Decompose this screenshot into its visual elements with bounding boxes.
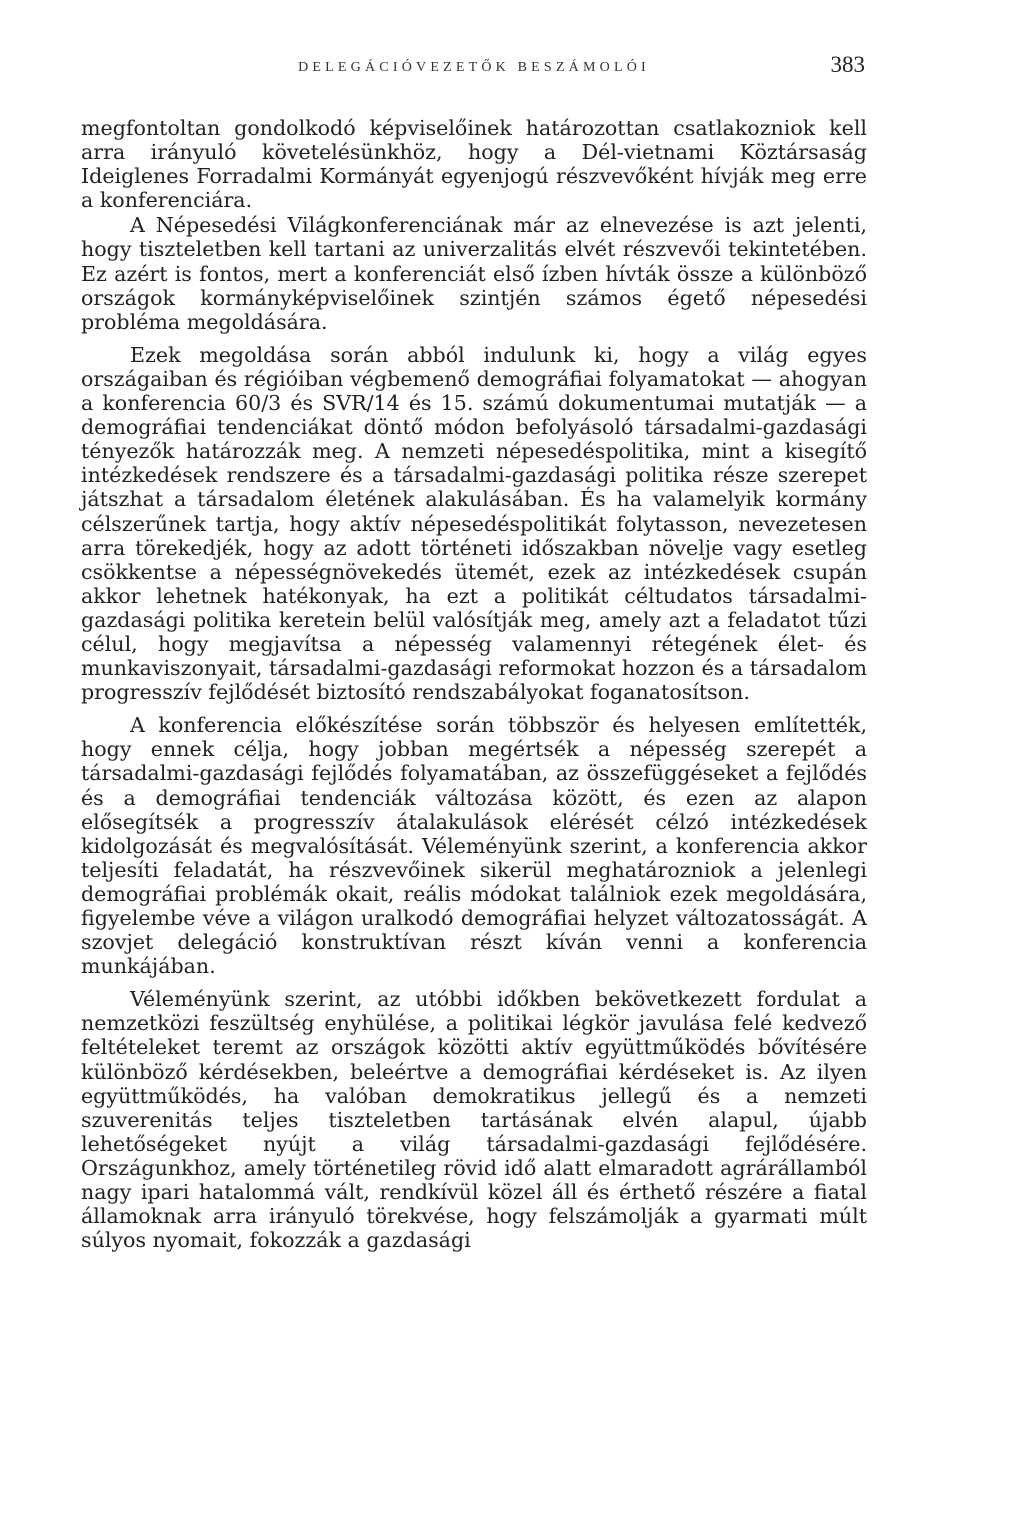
body-text bbox=[81, 116, 867, 1253]
page-number: 383 bbox=[830, 52, 865, 77]
paragraph-2: A Népesedési Világkonferenciának már az elnevezése is azt jelenti, hogy tiszteletben kell tartani az univerzalitás elvét részvevői tekintetében. Ez azért is fontos, mert a konferenciát első ízben hívták össze a különböző országok kormányképviselőinek szintjén számos égető népesedési probléma megoldására. bbox=[81, 213, 867, 334]
paragraph-1: megfontoltan gondolkodó képviselőinek határozottan csatlakozniok kell arra irányuló követelésünkhöz, hogy a Dél-vietnami Köztársaság Ideiglenes Forradalmi Kormányát egyenjogú részvevőként hívják meg erre a konferenciára. bbox=[81, 116, 867, 213]
running-header-title: DELEGÁCIÓVEZETŐK BESZÁMOLÓI bbox=[298, 60, 650, 75]
paragraph-3: Ezek megoldása során abból indulunk ki, hogy a világ egyes országaiban és régióiban végbemenő demográfiai folyamatokat — ahogyan a konferencia 60/3 és SVR/14 és 15. számú dokumentumai mutatják — a demográfiai tendenciákat döntő módon befolyásoló társadalmi-gazdasági tényezők határozzák meg. A nemzeti népesedéspolitika, mint a kisegítő intézkedések rendszere és a társadalmi-gazdasági politika része szerepet játszhat a társadalom életének alakulásában. És ha valamelyik kormány célszerűnek tartja, hogy aktív népesedéspolitikát folytasson, nevezetesen arra törekedjék, hogy az adott történeti időszakban növelje vagy esetleg csökkentse a népességnövekedés ütemét, ezek az intézkedések csupán akkor lehetnek hatékonyak, ha ezt a politikát céltudatos társadalmi-gazdasági politika keretein belül valósítják meg, amely azt a feladatot tűzi célul, hogy megjavítsa a népesség valamennyi rétegének élet- és munkaviszonyait, társadalmi-gazdasági reformokat hozzon és a társadalom progresszív fejlődését biztosító rendszabályokat foganatosítson. bbox=[81, 342, 867, 705]
book-page bbox=[81, 48, 867, 1488]
running-header bbox=[81, 48, 867, 88]
paragraph-4: A konferencia előkészítése során többször és helyesen említették, hogy ennek célja, hogy jobban megértsék a népesség szerepét a társadalmi-gazdasági fejlődés folyamatában, az összefüggéseket a fejlődés és a demográfiai tendenciák változása között, és ezen az alapon elősegítsék a progresszív átalakulások elérését célzó intézkedések kidolgozását és megvalósítását. Véleményünk szerint, a konferencia akkor teljesíti feladatát, ha részvevőinek sikerül meghatározniok a jelenlegi demográfiai problémák okait, reális módokat találniok ezek megoldására, figyelembe véve a világon uralkodó demográfiai helyzet változatosságát. A szovjet delegáció konstruktívan részt kíván venni a konferencia munkájában. bbox=[81, 713, 867, 979]
paragraph-5: Véleményünk szerint, az utóbbi időkben bekövetkezett fordulat a nemzetközi feszültség enyhülése, a politikai légkör javulása felé kedvező feltételeket teremt az országok közötti aktív együttműködés bővítésére különböző kérdésekben, beleértve a demográfiai kérdéseket is. Az ilyen együttműködés, ha valóban demokratikus jellegű és a nemzeti szuverenitás teljes tiszteletben tartásának elvén alapul, újabb lehetőségeket nyújt a világ társadalmi-gazdasági fejlődésére. Országunkhoz, amely történetileg rövid idő alatt elmaradott agrárállamból nagy ipari hatalommá vált, rendkívül közel áll és érthető részére a fiatal államoknak arra irányuló törekvése, hogy felszámolják a gyarmati múlt súlyos nyomait, fokozzák a gazdasági bbox=[81, 987, 867, 1253]
